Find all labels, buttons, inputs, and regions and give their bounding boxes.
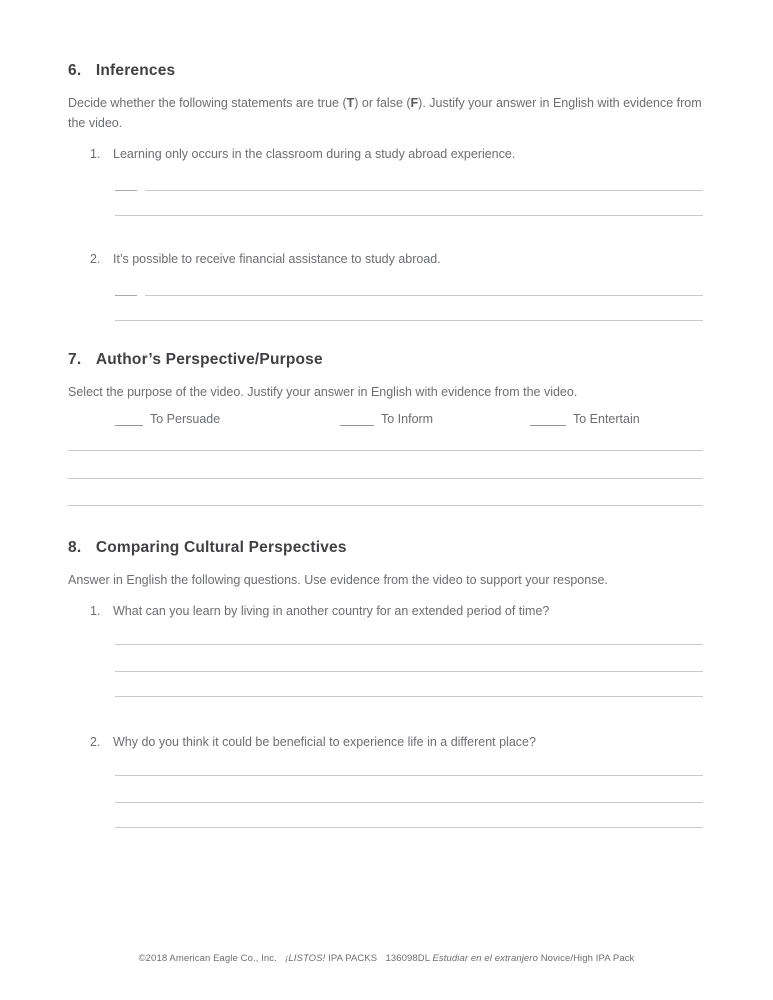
purpose-options-row [115, 412, 703, 426]
section-6-number: 6. [68, 62, 82, 79]
question-number: 2. [90, 734, 101, 749]
option-to-persuade [115, 412, 340, 426]
footer-series-name: ¡LISTOS! [285, 953, 326, 964]
false-abbrev: F [410, 96, 419, 110]
answer-line [115, 776, 703, 803]
true-false-answer-row [115, 176, 703, 191]
instr-part: ). Justify your answer in English with evidence from the video. [68, 96, 702, 131]
section-6-title: Inferences [95, 62, 176, 79]
question-text: Why do you think it could be beneficial to experience life in a different place? [113, 734, 536, 749]
section-7-heading [68, 351, 703, 369]
section-authors-perspective [68, 351, 703, 506]
justification-line [115, 191, 703, 216]
answer-line [115, 645, 703, 672]
justification-line [68, 451, 703, 479]
justification-line [68, 426, 703, 451]
true-false-answer-row [115, 281, 703, 296]
question-number: 1. [90, 603, 101, 618]
instr-part: ) or false ( [354, 96, 411, 110]
justification-line [145, 176, 703, 191]
section-inferences [68, 62, 703, 321]
true-false-blank [115, 281, 137, 296]
option-label: To Inform [381, 412, 434, 427]
option-to-inform [340, 412, 530, 426]
question-item [90, 146, 703, 162]
section-7-instructions: Select the purpose of the video. Justify your answer in English with evidence from the video. [68, 385, 578, 399]
option-blank [340, 413, 374, 426]
question-number: 1. [90, 146, 101, 161]
answer-line [115, 672, 703, 697]
question-text: What can you learn by living in another country for an extended period of time? [113, 603, 550, 618]
section-6-heading [68, 62, 703, 80]
section-6-instructions [68, 93, 703, 134]
justification-line [68, 479, 703, 506]
option-blank [530, 413, 566, 426]
footer-pack-level: Novice/High IPA Pack [537, 953, 635, 964]
question-item [90, 734, 703, 750]
section-8-title: Comparing Cultural Perspectives [95, 539, 347, 557]
option-label: To Entertain [573, 412, 640, 427]
answer-line [115, 619, 703, 645]
section-8-instructions: Answer in English the following questions. Use evidence from the video to support your response. [68, 573, 608, 588]
footer-unit-title: Estudiar en el extranjero [432, 953, 538, 964]
page-footer [0, 953, 773, 964]
answer-line [115, 803, 703, 828]
question-number: 2. [90, 251, 101, 266]
footer-copyright: ©2018 American Eagle Co., Inc. [138, 953, 286, 964]
answer-line [115, 750, 703, 776]
question-text: It’s possible to receive financial assistance to study abroad. [113, 251, 441, 266]
footer-product-code: IPA PACKS 136098DL [325, 953, 433, 964]
justification-line [145, 281, 703, 296]
option-to-entertain [530, 412, 640, 426]
true-false-blank [115, 176, 137, 191]
option-label: To Persuade [150, 412, 221, 427]
section-comparing-cultural-perspectives [68, 539, 703, 828]
question-item [90, 251, 703, 267]
section-8-heading [68, 539, 703, 557]
section-7-title: Author’s Perspective/Purpose [95, 351, 323, 368]
question-item [90, 603, 703, 619]
section-8-number: 8. [68, 539, 82, 557]
section-7-number: 7. [68, 351, 82, 368]
instr-part: Decide whether the following statements are true ( [68, 96, 347, 110]
question-text: Learning only occurs in the classroom during a study abroad experience. [113, 146, 516, 161]
justification-line [115, 296, 703, 321]
true-abbrev: T [346, 96, 355, 110]
option-blank [115, 413, 143, 426]
